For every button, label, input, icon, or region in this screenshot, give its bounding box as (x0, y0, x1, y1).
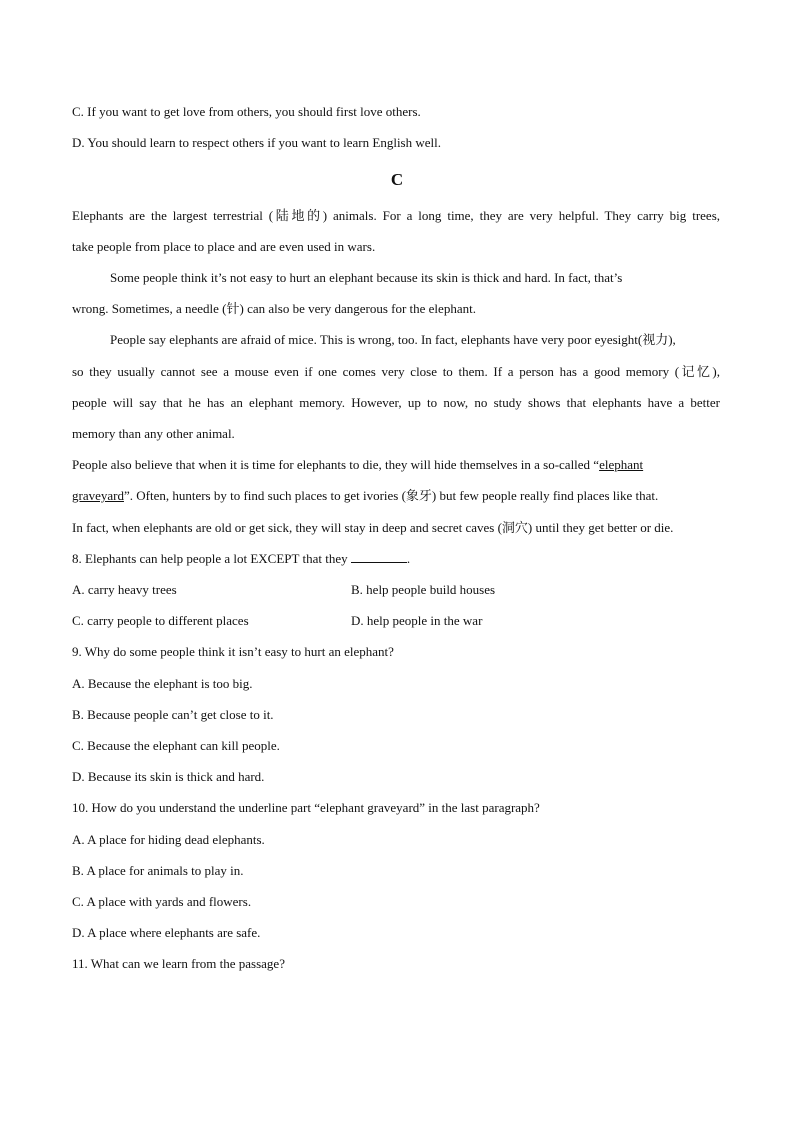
question-10-option-c: C. A place with yards and flowers. (72, 894, 252, 909)
question-10-option-a: A. A place for hiding dead elephants. (72, 832, 265, 847)
question-9-option-c: C. Because the elephant can kill people. (72, 738, 280, 753)
passage-p4-line1-text: People also believe that when it is time for elephants to die, they will hide themselves in a so-called “ (72, 457, 600, 472)
question-8-option-b: B. help people build houses (351, 582, 496, 597)
passage-p4-line1 (72, 457, 732, 473)
question-9-option-d: D. Because its skin is thick and hard. (72, 769, 265, 784)
prev-option-c: C. If you want to get love from others, you should first love others. (72, 104, 421, 119)
question-8-option-d: D. help people in the war (351, 613, 483, 628)
question-8-stem-text: 8. Elephants can help people a lot EXCEPT that they (72, 551, 348, 566)
question-10-option-b: B. A place for animals to play in. (72, 863, 244, 878)
passage-p3-line3: people will say that he has an elephant memory. However, up to now, no study shows that elephants have a better (72, 395, 720, 410)
passage-p1-line2: take people from place to place and are even used in wars. (72, 239, 376, 254)
passage-p4-line2 (72, 488, 732, 504)
question-9-stem: 9. Why do some people think it isn’t easy to hurt an elephant? (72, 644, 394, 659)
question-8-stem (72, 551, 732, 567)
answer-blank (351, 551, 407, 563)
question-8-option-a: A. carry heavy trees (72, 582, 177, 597)
underlined-elephant: elephant (599, 457, 644, 472)
section-title: C (390, 170, 404, 189)
passage-p1-line1: Elephants are the largest terrestrial (陆地的) animals. For a long time, they are very helpful. They carry big trees, (72, 208, 720, 223)
passage-p3-line1: People say elephants are afraid of mice. This is wrong, too. In fact, elephants have very poor eyesight(视力), (110, 332, 676, 347)
passage-p3-line4: memory than any other animal. (72, 426, 235, 441)
question-10-option-d: D. A place where elephants are safe. (72, 925, 261, 940)
passage-p2-line1: Some people think it’s not easy to hurt an elephant because its skin is thick and hard. In fact, that’s (110, 270, 623, 285)
question-9-option-a: A. Because the elephant is too big. (72, 676, 253, 691)
prev-option-d: D. You should learn to respect others if you want to learn English well. (72, 135, 441, 150)
question-10-stem: 10. How do you understand the underline part “elephant graveyard” in the last paragraph? (72, 800, 540, 815)
passage-p2-line2: wrong. Sometimes, a needle (针) can also be very dangerous for the elephant. (72, 301, 476, 316)
passage-p4-line2-text: ”. Often, hunters by to find such places to get ivories (象牙) but few people really find places like that. (123, 488, 659, 503)
question-8-stem-end: . (406, 551, 411, 566)
underlined-graveyard: graveyard (72, 488, 124, 503)
question-9-option-b: B. Because people can’t get close to it. (72, 707, 274, 722)
passage-p3-line2: so they usually cannot see a mouse even if one comes very close to them. If a person has a good memory (记忆), (72, 364, 720, 379)
question-11-stem: 11. What can we learn from the passage? (72, 956, 285, 971)
passage-p4-line3: In fact, when elephants are old or get sick, they will stay in deep and secret caves (洞穴) until they get better or die. (72, 520, 674, 535)
question-8-option-c: C. carry people to different places (72, 613, 249, 628)
